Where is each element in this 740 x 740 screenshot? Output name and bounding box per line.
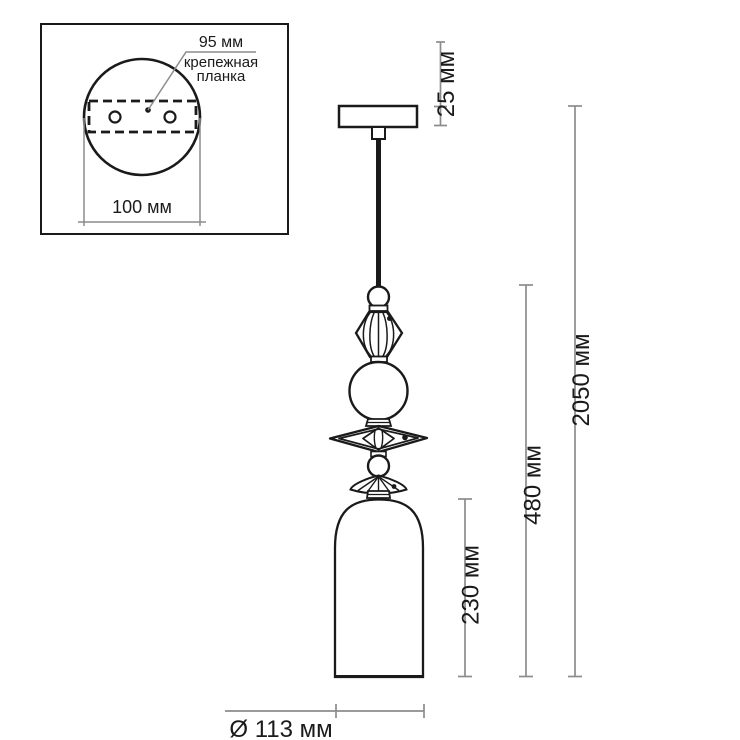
collar-5	[367, 491, 390, 498]
diamond-dot	[402, 435, 408, 441]
fan-dot	[392, 484, 397, 489]
dimension-fixture-height	[519, 285, 547, 677]
fixture-height-label: 480 мм	[519, 445, 547, 525]
plate-name-line2: планка	[196, 68, 246, 85]
collar-1	[370, 306, 388, 312]
mounting-plate-inset	[41, 24, 288, 234]
shade-height-label: 230 мм	[457, 545, 485, 625]
faceted-bead	[356, 312, 402, 357]
dimension-canopy-height	[433, 42, 460, 126]
lower-ball	[368, 456, 389, 477]
top-ball	[368, 287, 389, 308]
dimension-total-height	[568, 106, 595, 677]
canopy-height-label: 25 мм	[433, 50, 460, 118]
canopy-diameter-label: 100 мм	[112, 197, 172, 217]
wide-diamond	[330, 426, 427, 452]
canopy-top-view-circle	[84, 59, 200, 175]
bead-dot	[387, 316, 392, 321]
suspension-cable	[376, 139, 381, 288]
plate-width-label: 95 мм	[198, 34, 244, 51]
dimension-shade-diameter	[225, 704, 424, 740]
pendant-lamp	[330, 106, 427, 677]
plate-name-line1: крепежная	[183, 54, 259, 71]
glass-shade	[335, 500, 423, 678]
ceiling-canopy	[339, 106, 417, 127]
shade-diameter-label: Ø 113 мм	[229, 716, 333, 740]
dimension-shade-height	[458, 499, 485, 677]
large-sphere	[350, 362, 408, 420]
cable-connector	[372, 127, 385, 139]
total-height-label: 2050 мм	[568, 333, 595, 427]
